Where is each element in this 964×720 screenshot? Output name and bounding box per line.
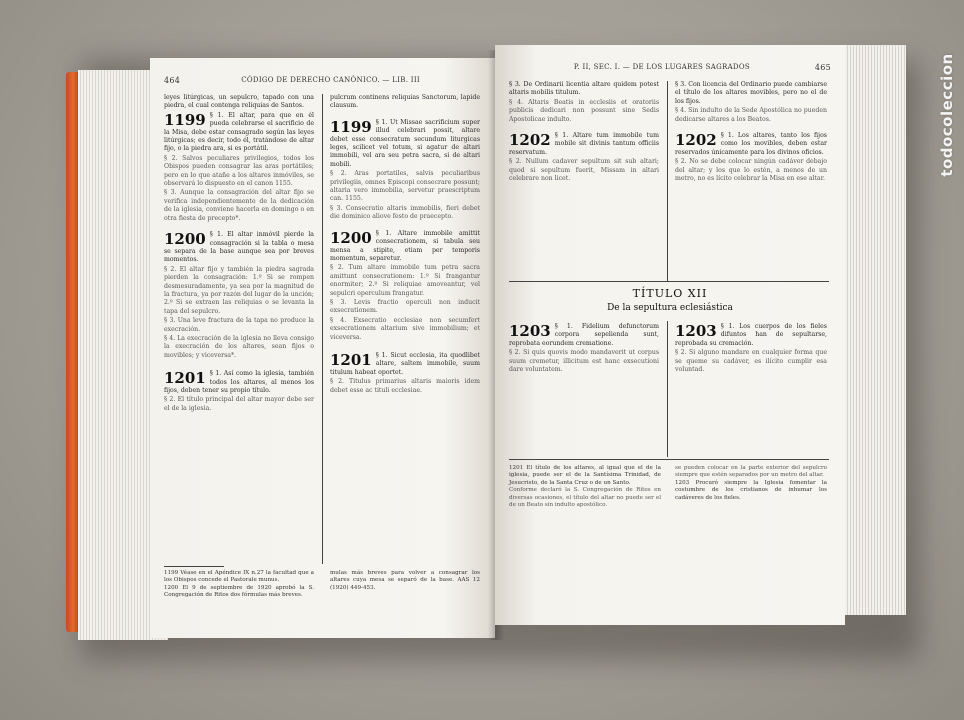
footnote: 1199 Véase en el Apéndice IX n.27 la facultad que a los Obispos concede el Pastorale munus. xyxy=(164,570,314,584)
text-block: § 3. Con licencia del Ordinario puede cambiarse el título de los altares movibles, pero no el de los fijos. xyxy=(675,81,827,105)
right-running-head: P. II, SEC. I. — DE LOS LUGARES SAGRADOS xyxy=(573,63,750,71)
canon-number: 1199 xyxy=(330,117,372,136)
watermark xyxy=(936,40,958,190)
left-page-header xyxy=(164,76,481,85)
text-block: § 3. De Ordinarii licentia altare quidem potest altaris mobilis titulum. xyxy=(509,81,659,97)
text-block: leyes litúrgicas, un sepulcro, tapado con una piedra, el cual contenga reliquias de Santos. xyxy=(164,94,314,110)
canon-number: 1200 xyxy=(164,230,206,249)
right-page xyxy=(495,45,845,625)
right-col-spanish: § 3. Con licencia del Ordinario puede cambiarse el título de los altares movibles, pero no el de los fijos. § 4. Sin indulto de la Sede Apostólica no pueden dedicarse altares a los Beatos. 1202 § 1. Los altares, tanto los fijos como los movibles, deben estar reservados únicamente para los divinos oficios. § 2. No se debe colocar ningún cadáver debajo del altar; y los que lo estén, a menos de un metro, no es lícito celebrar la Misa en ese altar. xyxy=(675,81,827,183)
canon-number: 1202 xyxy=(509,131,551,150)
title-heading: TÍTULO XII xyxy=(632,287,708,300)
column-divider xyxy=(322,94,323,564)
canon-text: § 1. Los cuerpos de los fieles difuntos han de sepultarse, reprobada su cremación. xyxy=(675,323,827,347)
canon-text: § 1. Así como la iglesia, también todos los altares, al menos los fijos, deben tener su propio título. xyxy=(164,370,314,394)
text-block: pulcrum continens reliquias Sanctorum, lapide clausum. xyxy=(330,94,480,110)
footnote: 1201 El título de los altares, al igual que el de la iglesia, puede ser el de la Santísima Trinidad, de Jesucristo, de la Santa Cruz o de un Santo. xyxy=(509,465,661,486)
canon-text: § 1. El altar, para que en él pueda celebrarse el sacrificio de la Misa, debe estar consagrado según las leyes litúrgicas; es decir, todo él, tratándose de altar fijo, o la piedra ara, si es portátil. xyxy=(164,111,314,153)
left-footnotes-cont: mulas más breves para volver a consagrar los altares cuya mesa se separó de la base. AAS 12 (1920) 449-453. xyxy=(330,570,480,591)
canon-number: 1200 xyxy=(330,228,372,247)
canon-text: § 1. Ut Missae sacrificium super illud celebrari possit, altare debet esse consecratum secundum liturgicas leges, scilicet vel totum, si agatur de altari immobili, vel ara seu petra sacra, si de altari mobili. xyxy=(330,118,480,168)
left-page-number: 464 xyxy=(164,76,181,85)
canon-number: 1202 xyxy=(675,131,717,150)
canon-number: 1203 xyxy=(675,322,717,340)
column-divider xyxy=(667,81,668,281)
footnote-rule xyxy=(164,566,224,567)
footnote-rule xyxy=(509,459,829,460)
footnote: 1200 El 9 de septiembre de 1920 aprobó la S. Congregación de Ritos dos fórmulas más breves. xyxy=(164,584,314,599)
watermark-text: todocoleccion xyxy=(938,53,956,177)
footnote: 1203 Procuró siempre la Iglesia fomentar la costumbre de los cristianos de inhumar los cadáveres de los fieles. xyxy=(675,479,827,501)
canon-text: § 1. Altare tum immobile tum mobile sit divinis tantum officiis reservatum. xyxy=(509,132,659,156)
canon-text: § 1. Los altares, tanto los fijos como los movibles, deben estar reservados únicamente para los divinos oficios. xyxy=(675,132,827,156)
right-page-number: 465 xyxy=(814,63,831,72)
right-col-latin-2: 1203 § 1. Fidelium defunctorum corpora sepelienda sunt, reprobata eorundem crematione. § 2. Si quis quovis modo mandaverit ut corpus suum cremetur, illicitum est hanc exsecutioni dare voluntatem. xyxy=(509,322,659,374)
canon-text: § 1. Sicut ecclesia, ita quodlibet altare, saltem immobile, suum titulum habeat oportet. xyxy=(330,351,480,376)
right-footnotes-cont: se pueden colocar en la parte exterior del sepulcro siempre que estén separados por un metro del altar. 1203 Procuró siempre la Iglesia fomentar la costumbre de los cristianos de inhumar los cadáveres de los fieles. xyxy=(675,465,827,501)
canon-text: § 1. Fidelium defunctorum corpora sepelienda sunt, reprobata eorundem crematione. xyxy=(509,323,659,347)
right-footnotes: 1201 El título de los altares, al igual que el de la iglesia, puede ser el de la Santísima Trinidad, de Jesucristo, de la Santa Cruz o de un Santo. Conforme declaró la S. Congregación de Ritos en diversas ocasiones, el título del altar no puede ser el de un Beato sin indulto apostólico. xyxy=(509,465,661,509)
column-divider xyxy=(667,321,668,457)
canon-text: § 1. Altare immobile amittit consecrationem, si tabula seu mensa a stipite, etiam per temporis momentum, separetur. xyxy=(330,229,480,262)
left-running-head: CÓDIGO DE DERECHO CANÓNICO. — LIB. III xyxy=(241,76,420,84)
canon-number: 1203 xyxy=(509,322,551,340)
canon-text: § 1. El altar inmóvil pierde la consagración si la tabla o mesa se separa de la base aunque sea por breves momentos. xyxy=(164,231,314,264)
subtitle-heading: De la sepultura eclesiástica xyxy=(607,303,733,313)
left-page xyxy=(150,58,495,638)
section-rule xyxy=(509,281,829,282)
right-col-spanish-2: 1203 § 1. Los cuerpos de los fieles difuntos han de sepultarse, reprobada su cremación. § 2. Si alguno mandare en cualquier forma que se queme su cadáver, es ilícito cumplir esa voluntad. xyxy=(675,322,827,374)
right-page-header xyxy=(509,63,831,72)
left-footnotes xyxy=(164,570,314,600)
canon-number: 1199 xyxy=(164,110,206,129)
canon-number: 1201 xyxy=(164,369,206,388)
canon-number: 1201 xyxy=(330,350,372,369)
right-col-latin: § 3. De Ordinarii licentia altare quidem potest altaris mobilis titulum. § 4. Altaris Beatis in ecclesiis et oratoriis publicis dedicari non possunt sine Sedis Apostolicae indulto. 1202 § 1. Altare tum immobile tum mobile sit divinis tantum officiis reservatum. § 2. Nullum cadaver sepultum sit sub altari; quod si sepultum fuerit, Missam in altari celebrare non licet. xyxy=(509,81,659,183)
right-page-stack xyxy=(842,45,906,615)
left-col-spanish: leyes litúrgicas, un sepulcro, tapado con una piedra, el cual contenga reliquias de Santos. 1199 § 1. El altar, para que en él pueda celebrarse el sacrificio de la Misa, debe estar consagrado según las leyes litúrgicas; es decir, todo él, tratándose de altar fijo, o la piedra ara, si es portátil. § 2. Salvos peculiares privilegios, todos los Obispos pueden consagrar las aras portátiles; pero en lo que atañe a los altares inmóviles, se observará lo dispuesto en el canon 1155. § 3. Aunque la consagración del altar fijo se verifica independientemente de la dedicación de la iglesia, conviene hacerla en domingo o en otra fiesta de precepto*. 1200 § 1. El altar inmóvil pierde la consagración si la tabla o mesa se separa de la base aunque sea por breves momentos. § 2. El altar fijo y también la piedra sagrada pierden la consagración: 1.º Si se rompen desmesuradamente, ya sea por la magnitud de la fractura, ya por razón del lugar de la unción; 2.º Si se extraen las reliquias o se levanta la tapa del sepulcro. § 3. Una leve fractura de la tapa no produce la execración. § 4. La execración de la iglesia no lleva consigo la execración de los altares, sean fijos o movibles; y viceversa*. 1201 § 1. Así como la iglesia, también todos los altares, al menos los fijos, deben tener su propio título. § 2. El título principal del altar mayor debe ser el de la iglesia. xyxy=(164,94,314,412)
left-col-latin: pulcrum continens reliquias Sanctorum, lapide clausum. 1199 § 1. Ut Missae sacrificium super illud celebrari possit, altare debet esse consecratum secundum liturgicas leges, scilicet vel totum, si agatur de altari immobili, vel ara seu petra sacra, si de altari mobili. § 2. Aras portatiles, salvis peculiaribus privilegiis, omnes Episcopi consecrare possunt; altaria vero immobilia, servetur praescriptum can. 1155. § 3. Consecratio altaris immobilis, fieri debet die dominico aliove festo de praecepto. 1200 § 1. Altare immobile amittit consecrationem, si tabula seu mensa a stipite, etiam per temporis momentum, separetur. § 2. Tum altare immobile tum petra sacra amittunt consecrationem: 1.º Si frangantur enormiter; 2.º Si reliquiae amoveantur, vel sepulcri operculum frangatur. § 3. Levis fractio operculi non inducit exsecrationem. § 4. Exsecratio ecclesiae non secumfert exsecrationem altarium sive immobilium; et viceversa. 1201 § 1. Sicut ecclesia, ita quodlibet altare, saltem immobile, suum titulum habeat oportet. § 2. Titulus primarius altaris maioris idem debet esse ac tituli ecclesiae. xyxy=(330,94,480,394)
